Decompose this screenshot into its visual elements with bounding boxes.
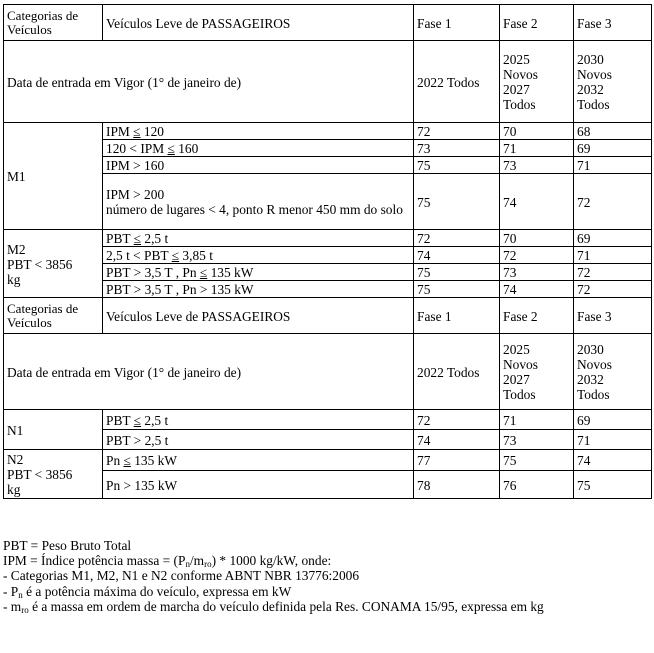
note-pn: - $P_n$ é a potência máxima do veículo, expressa em kW bbox=[3, 583, 292, 600]
value-cell: 71 bbox=[500, 140, 574, 157]
value-cell: 77 bbox=[414, 450, 500, 471]
fase2-header: Fase 2 bbox=[500, 5, 574, 41]
date-fase2: 2025 Novos 2027 Todos bbox=[500, 334, 574, 410]
value-cell: 75 bbox=[414, 174, 500, 230]
category-m2: M2 PBT < 3856 kg bbox=[4, 230, 103, 298]
category-header: Categorias de Veículos bbox=[4, 298, 103, 334]
value-cell: 74 bbox=[414, 430, 500, 450]
vehicle-header: Veículos Leve de PASSAGEIROS bbox=[103, 5, 414, 41]
spec-cell: PBT ≤ 2,5 t bbox=[103, 230, 414, 247]
spec-cell: 120 < IPM ≤ 160 bbox=[103, 140, 414, 157]
category-m1: M1 bbox=[4, 123, 103, 230]
vehicle-header: Veículos Leve de PASSAGEIROS bbox=[103, 298, 414, 334]
value-cell: 75 bbox=[414, 264, 500, 281]
spec-cell: PBT ≤ 2,5 t bbox=[103, 410, 414, 430]
table-row bbox=[4, 5, 652, 41]
date-fase1: 2022 Todos bbox=[414, 41, 500, 123]
value-cell: 76 bbox=[500, 471, 574, 499]
fase1-header: Fase 1 bbox=[414, 298, 500, 334]
category-n2: N2 PBT < 3856 kg bbox=[4, 450, 103, 499]
spec-cell: IPM > 200 número de lugares < 4, ponto R menor 450 mm do solo bbox=[103, 174, 414, 230]
value-cell: 75 bbox=[500, 450, 574, 471]
date-fase3: 2030 Novos 2032 Todos bbox=[574, 334, 652, 410]
value-cell: 72 bbox=[414, 410, 500, 430]
value-cell: 71 bbox=[574, 247, 652, 264]
value-cell: 73 bbox=[500, 430, 574, 450]
value-cell: 73 bbox=[500, 264, 574, 281]
date-fase1: 2022 Todos bbox=[414, 334, 500, 410]
value-cell: 72 bbox=[414, 123, 500, 140]
value-cell: 70 bbox=[500, 230, 574, 247]
spec-cell: PBT > 2,5 t bbox=[103, 430, 414, 450]
value-cell: 70 bbox=[500, 123, 574, 140]
value-cell: 74 bbox=[414, 247, 500, 264]
date-label: Data de entrada em Vigor (1° de janeiro de) bbox=[4, 334, 414, 410]
table-row bbox=[4, 410, 652, 430]
spec-cell: 2,5 t < PBT ≤ 3,85 t bbox=[103, 247, 414, 264]
value-cell: 71 bbox=[574, 430, 652, 450]
table-row bbox=[4, 450, 652, 471]
fase1-header: Fase 1 bbox=[414, 5, 500, 41]
value-cell: 74 bbox=[500, 174, 574, 230]
value-cell: 75 bbox=[574, 471, 652, 499]
note-ipm: IPM = Índice potência massa = $(P_n/m_{ro}) * 1000$ kg/kW, onde: bbox=[3, 553, 332, 570]
date-fase3: 2030 Novos 2032 Todos bbox=[574, 41, 652, 123]
value-cell: 71 bbox=[500, 410, 574, 430]
table-row bbox=[4, 230, 652, 247]
value-cell: 73 bbox=[500, 157, 574, 174]
footnotes bbox=[3, 538, 649, 614]
table-row bbox=[4, 334, 652, 410]
fase3-header: Fase 3 bbox=[574, 5, 652, 41]
value-cell: 69 bbox=[574, 230, 652, 247]
noise-limits-table bbox=[3, 4, 652, 499]
value-cell: 72 bbox=[500, 247, 574, 264]
spec-cell: Pn ≤ 135 kW bbox=[103, 450, 414, 471]
value-cell: 74 bbox=[500, 281, 574, 298]
date-label: Data de entrada em Vigor (1° de janeiro de) bbox=[4, 41, 414, 123]
value-cell: 72 bbox=[574, 281, 652, 298]
spec-cell: PBT > 3,5 T , Pn ≤ 135 kW bbox=[103, 264, 414, 281]
value-cell: 68 bbox=[574, 123, 652, 140]
value-cell: 72 bbox=[574, 264, 652, 281]
spec-cell: IPM ≤ 120 bbox=[103, 123, 414, 140]
spec-cell: Pn > 135 kW bbox=[103, 471, 414, 499]
date-fase2: 2025 Novos 2027 Todos bbox=[500, 41, 574, 123]
value-cell: 72 bbox=[574, 174, 652, 230]
value-cell: 69 bbox=[574, 140, 652, 157]
value-cell: 74 bbox=[574, 450, 652, 471]
value-cell: 75 bbox=[414, 281, 500, 298]
spec-cell: PBT > 3,5 T , Pn > 135 kW bbox=[103, 281, 414, 298]
category-n1: N1 bbox=[4, 410, 103, 450]
value-cell: 69 bbox=[574, 410, 652, 430]
value-cell: 71 bbox=[574, 157, 652, 174]
spec-cell: IPM > 160 bbox=[103, 157, 414, 174]
value-cell: 72 bbox=[414, 230, 500, 247]
note-categories: - Categorias M1, M2, N1 e N2 conforme ABNT NBR 13776:2006 bbox=[3, 568, 360, 584]
fase2-header: Fase 2 bbox=[500, 298, 574, 334]
note-pbt: PBT = Peso Bruto Total bbox=[3, 538, 132, 553]
value-cell: 75 bbox=[414, 157, 500, 174]
value-cell: 78 bbox=[414, 471, 500, 499]
fase3-header: Fase 3 bbox=[574, 298, 652, 334]
category-header: Categorias de Veículos bbox=[4, 5, 103, 41]
value-cell: 73 bbox=[414, 140, 500, 157]
table-row bbox=[4, 123, 652, 140]
table-row bbox=[4, 298, 652, 334]
note-mro: - $m_{ro}$ é a massa em ordem de marcha do veículo definida pela Res. CONAMA 15/95, expressa em kg bbox=[3, 598, 544, 615]
table-row bbox=[4, 41, 652, 123]
